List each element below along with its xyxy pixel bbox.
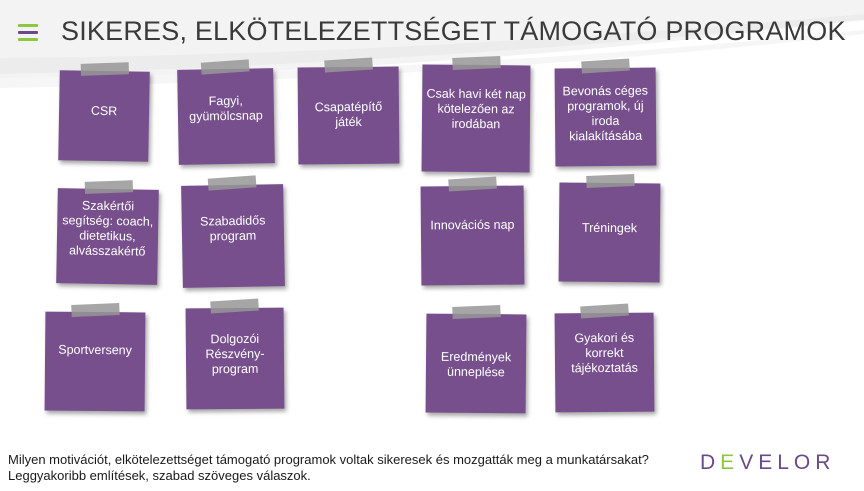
sticky-note-innovacios [421, 186, 525, 286]
sticky-note-sportverseny [45, 312, 146, 412]
note-label: Bevonás céges programok, új iroda kialakításába [562, 83, 649, 144]
note-label: Szabadidős program [199, 213, 266, 244]
sticky-note-eredmenyek [426, 314, 527, 414]
note-label: Szakértői segítség: coach, dietetikus, alvásszakértő [62, 198, 154, 259]
tape [580, 304, 629, 319]
tape [324, 58, 373, 73]
sticky-note-treningek [559, 183, 661, 283]
logo-part: VELOR [739, 451, 836, 474]
sticky-note-fagyi [177, 68, 275, 165]
logo-accent: E [720, 451, 740, 474]
sticky-note-bevonas [555, 68, 657, 167]
note-label: Tréningek [581, 220, 638, 236]
tape [452, 305, 500, 319]
note-label: Csapatépítő játék [314, 99, 383, 130]
note-label: Csak havi két nap kötelezően az irodában [426, 86, 526, 132]
tape [84, 180, 132, 194]
note-label: Sportverseny [58, 342, 132, 358]
sticky-note-tajekoztatas [555, 313, 655, 413]
note-label: CSR [90, 103, 118, 119]
tape [581, 59, 630, 74]
tape [586, 174, 634, 188]
note-label: Dolgozói Részvény-program [205, 331, 265, 377]
sticky-note-reszveny [186, 308, 285, 410]
tape [201, 59, 250, 74]
tape [210, 299, 259, 314]
slide-title: SIKERES, ELKÖTELEZETTSÉGET TÁMOGATÓ PROGRAMOK [61, 16, 846, 46]
sticky-note-szakertoi [56, 188, 159, 285]
sticky-note-csr [58, 70, 150, 162]
footer-question-text: Milyen motivációt, elkötelezettséget támogató programok voltak sikeresek és mozgatták meg a munkatársakat? [8, 452, 649, 467]
tape [448, 177, 497, 192]
note-label: Fagyi, gyümölcsnap [189, 93, 263, 124]
footer-question [8, 452, 658, 484]
note-label: Innovációs nap [430, 217, 515, 233]
note-label: Eredmények ünneplése [440, 349, 512, 380]
note-label: Gyakori és korrekt tájékoztatás [571, 330, 638, 376]
footer-note-text: Leggyakoribb említések, szabad szöveges válaszok. [8, 468, 311, 483]
sticky-note-szabadidos [181, 184, 285, 288]
tape [71, 303, 119, 317]
tape [452, 56, 500, 70]
tape [81, 62, 129, 76]
tape [208, 175, 257, 190]
develor-logo [700, 451, 846, 475]
sticky-note-havi-ket-nap [422, 65, 531, 173]
logo-part: D [700, 451, 721, 474]
sticky-note-csapatepito [298, 67, 400, 165]
menu-icon [18, 24, 38, 42]
